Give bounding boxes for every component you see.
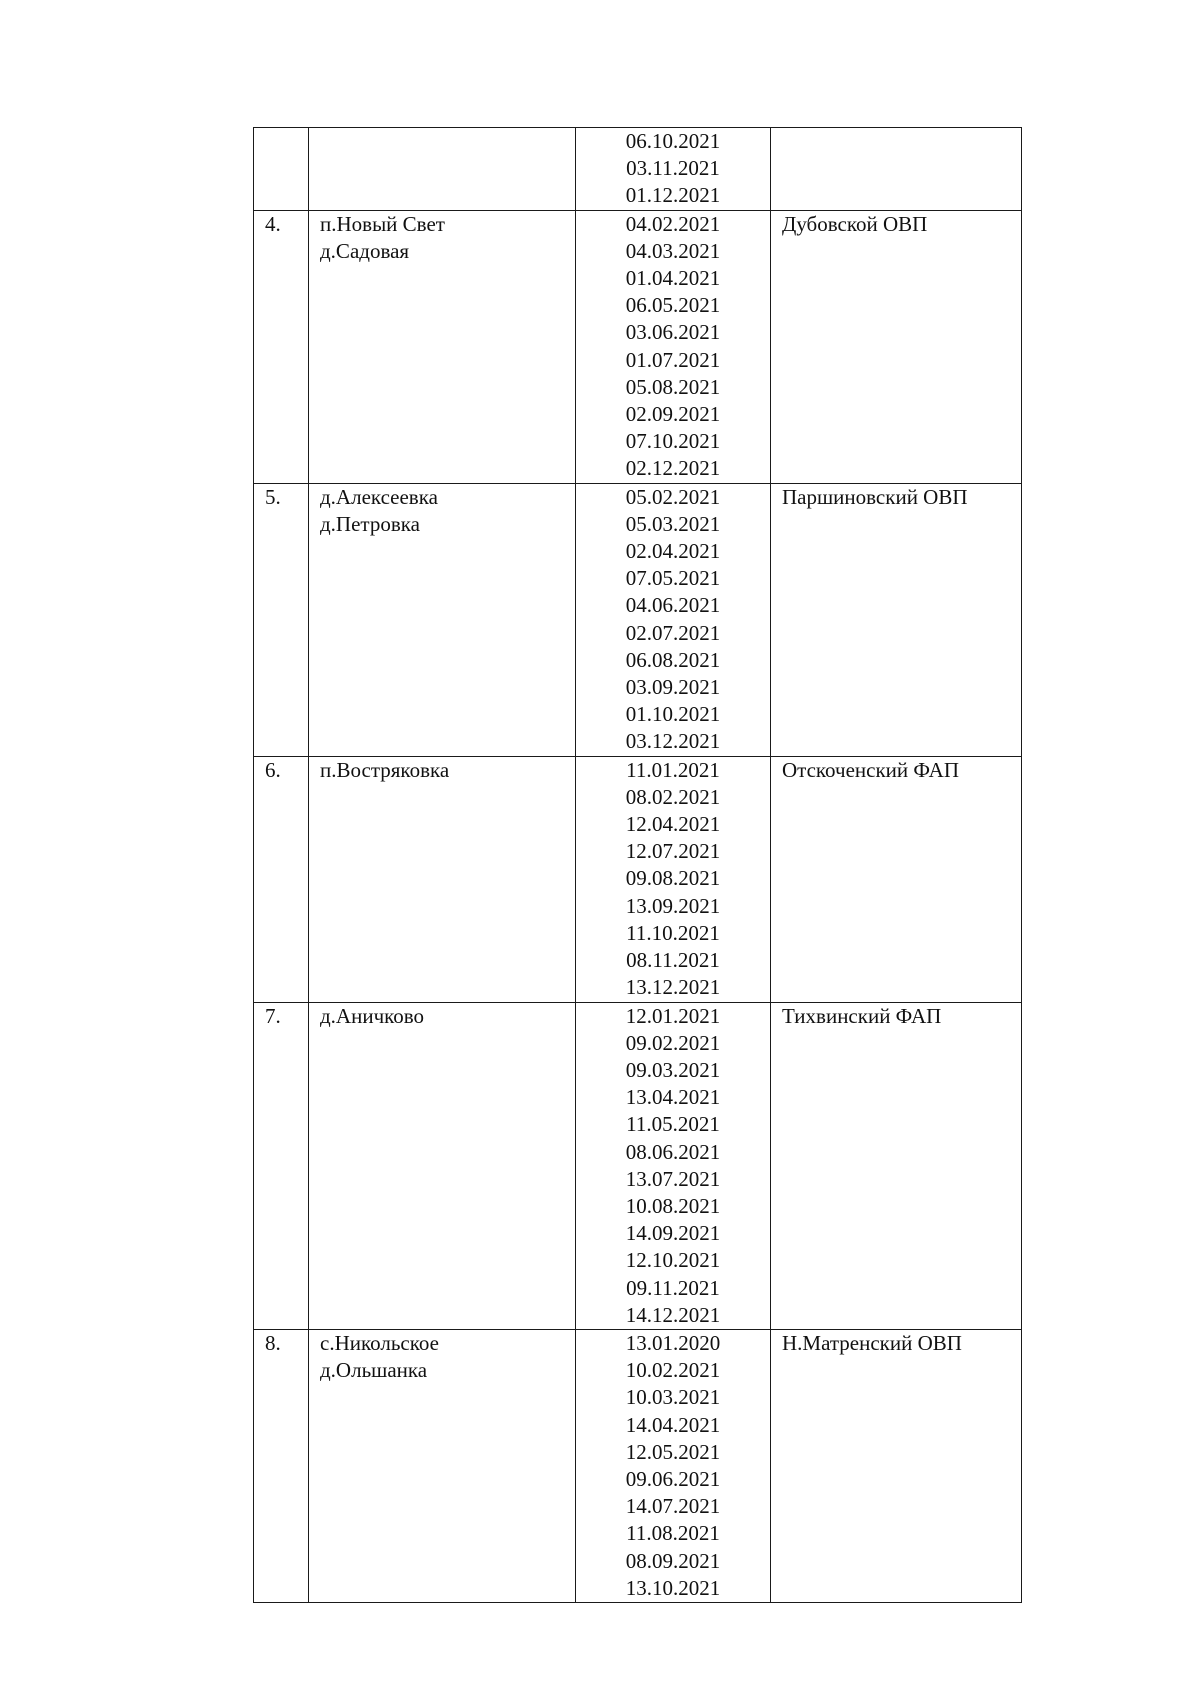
settlement-name: д.Садовая xyxy=(320,238,410,263)
row-number-cell xyxy=(254,1002,309,1329)
facility-cell xyxy=(771,1002,1022,1329)
visit-date: 05.03.2021 xyxy=(625,511,721,536)
visit-date: 02.09.2021 xyxy=(625,402,721,427)
facility-cell xyxy=(771,756,1022,1002)
row-number-cell xyxy=(254,483,309,756)
facility-cell xyxy=(771,128,1022,211)
settlements-cell xyxy=(309,210,576,483)
settlements-cell xyxy=(309,128,576,211)
settlement-name: п.Востряковка xyxy=(320,757,450,782)
visit-date: 09.11.2021 xyxy=(626,1275,720,1300)
visit-date: 05.08.2021 xyxy=(625,374,721,399)
schedule-table-body xyxy=(254,128,1022,1603)
row-number-cell xyxy=(254,1329,309,1602)
settlements-cell xyxy=(309,1002,576,1329)
visit-date: 12.10.2021 xyxy=(625,1248,721,1273)
facility-name: Тихвинский ФАП xyxy=(782,1003,942,1028)
visit-date: 13.04.2021 xyxy=(625,1085,721,1110)
row-number: 6. xyxy=(265,757,281,782)
settlement-name: д.Аничково xyxy=(320,1003,425,1028)
table-row xyxy=(254,128,1022,211)
settlement-name: д.Ольшанка xyxy=(320,1358,428,1383)
visit-date: 14.12.2021 xyxy=(625,1302,721,1327)
settlement-name: п.Новый Свет xyxy=(320,211,445,236)
visit-date: 13.10.2021 xyxy=(625,1575,721,1600)
visit-date: 06.10.2021 xyxy=(625,129,721,153)
settlement-name: д.Петровка xyxy=(320,511,420,536)
settlements-cell xyxy=(309,1329,576,1602)
visit-date: 03.12.2021 xyxy=(625,729,721,754)
visit-date: 11.01.2021 xyxy=(626,757,720,782)
visit-date: 04.02.2021 xyxy=(625,211,721,236)
table-row xyxy=(254,483,1022,756)
visit-date: 09.03.2021 xyxy=(625,1057,721,1082)
visit-date: 01.07.2021 xyxy=(625,347,721,372)
visit-date: 14.09.2021 xyxy=(625,1221,721,1246)
settlements-cell xyxy=(309,483,576,756)
visit-date: 10.02.2021 xyxy=(625,1358,721,1383)
visit-date: 01.12.2021 xyxy=(625,183,721,208)
visit-date: 03.09.2021 xyxy=(625,675,721,700)
visit-date: 01.10.2021 xyxy=(625,702,721,727)
settlements-cell xyxy=(309,756,576,1002)
table-row xyxy=(254,1002,1022,1329)
dates-cell xyxy=(576,1329,771,1602)
table-row xyxy=(254,210,1022,483)
visit-date: 13.07.2021 xyxy=(625,1166,721,1191)
visit-date: 02.04.2021 xyxy=(625,539,721,564)
facility-name: Н.Матренский ОВП xyxy=(782,1330,962,1355)
visit-date: 12.01.2021 xyxy=(625,1003,721,1028)
visit-date: 12.04.2021 xyxy=(625,812,721,837)
visit-date: 13.09.2021 xyxy=(625,893,721,918)
dates-cell xyxy=(576,756,771,1002)
row-number-cell xyxy=(254,756,309,1002)
visit-date: 08.06.2021 xyxy=(625,1139,721,1164)
visit-date: 11.10.2021 xyxy=(626,920,720,945)
row-number-cell xyxy=(254,128,309,211)
facility-cell xyxy=(771,483,1022,756)
visit-date: 13.12.2021 xyxy=(625,975,721,1000)
visit-date: 13.01.2020 xyxy=(625,1330,721,1355)
settlement-name: д.Алексеевка xyxy=(320,484,438,509)
visit-date: 10.03.2021 xyxy=(625,1385,721,1410)
schedule-table xyxy=(253,127,1022,1603)
visit-date: 11.08.2021 xyxy=(626,1521,720,1546)
visit-date: 10.08.2021 xyxy=(625,1193,721,1218)
visit-date: 08.09.2021 xyxy=(625,1548,721,1573)
row-number: 4. xyxy=(265,211,281,236)
visit-date: 07.10.2021 xyxy=(625,429,721,454)
facility-name: Отскоченский ФАП xyxy=(782,757,959,782)
row-number: 8. xyxy=(265,1330,281,1355)
row-number: 5. xyxy=(265,484,281,509)
visit-date: 04.06.2021 xyxy=(625,593,721,618)
facility-cell xyxy=(771,1329,1022,1602)
dates-cell xyxy=(576,210,771,483)
visit-date: 01.04.2021 xyxy=(625,266,721,291)
visit-date: 06.05.2021 xyxy=(625,293,721,318)
dates-cell xyxy=(576,128,771,211)
visit-date: 02.07.2021 xyxy=(625,620,721,645)
visit-date: 07.05.2021 xyxy=(625,566,721,591)
visit-date: 09.08.2021 xyxy=(625,866,721,891)
table-row xyxy=(254,1329,1022,1602)
visit-date: 06.08.2021 xyxy=(625,647,721,672)
row-number-cell xyxy=(254,210,309,483)
visit-date: 12.05.2021 xyxy=(625,1439,721,1464)
visit-date: 03.11.2021 xyxy=(626,156,720,181)
facility-name: Паршиновский ОВП xyxy=(782,484,968,509)
facility-name: Дубовской ОВП xyxy=(782,211,928,236)
visit-date: 11.05.2021 xyxy=(626,1112,720,1137)
table-row xyxy=(254,756,1022,1002)
visit-date: 08.02.2021 xyxy=(625,784,721,809)
visit-date: 08.11.2021 xyxy=(626,948,720,973)
visit-date: 09.06.2021 xyxy=(625,1466,721,1491)
dates-cell xyxy=(576,483,771,756)
visit-date: 14.04.2021 xyxy=(625,1412,721,1437)
row-number: 7. xyxy=(265,1003,281,1028)
visit-date: 09.02.2021 xyxy=(625,1030,721,1055)
facility-cell xyxy=(771,210,1022,483)
visit-date: 05.02.2021 xyxy=(625,484,721,509)
visit-date: 04.03.2021 xyxy=(625,238,721,263)
dates-cell xyxy=(576,1002,771,1329)
visit-date: 03.06.2021 xyxy=(625,320,721,345)
settlement-name: с.Никольское xyxy=(320,1330,439,1355)
visit-date: 14.07.2021 xyxy=(625,1494,721,1519)
visit-date: 12.07.2021 xyxy=(625,839,721,864)
visit-date: 02.12.2021 xyxy=(625,456,721,481)
